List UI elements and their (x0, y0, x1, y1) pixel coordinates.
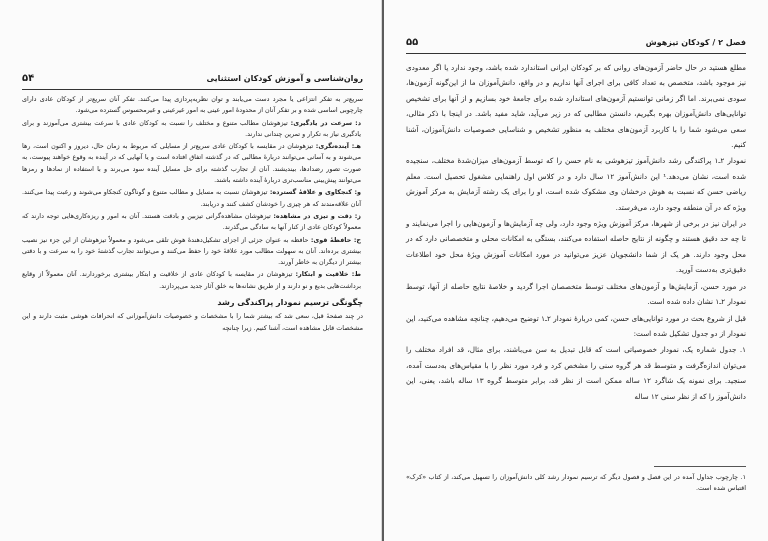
running-title: فصل ۲ / کودکان تیزهوش (645, 38, 746, 47)
body-paragraph: ۱. جدول شماره یک، نمودار خصوصیاتی است که قابل تبدیل به سن می‌باشند، برای مثال، قد افراد مختلف را می‌توان اندازه‌گرفت و متوسط قد هر گروه سنی را مشخص کرد و فرد مورد نظر را با مقیاس‌های به‌دست آمده، سنجید. برای نمونه یک شاگرد ۱۲ ساله ممکن است از نظر قد، برابر متوسط گروه ۱۳ ساله باشد، یعنی، این دانش‌آموز را که از نظر سنی ۱۲ ساله (406, 345, 746, 401)
left-page-header (22, 73, 363, 90)
trait-text: تیزهوشان مشاهده‌گرانی تیزبین و بادقت هستند. آنان به امور و ریزه‌کاری‌هایی توجه دارند که معمولاً کودکان عادی از کنار آنها به سادگی می‌گذرند. (22, 211, 361, 232)
right-page (384, 0, 768, 541)
footnote-divider (654, 466, 746, 467)
running-title: روان‌شناسی و آموزش کودکان استثنایی (206, 74, 363, 83)
trait-item (22, 187, 363, 210)
trait-text: تیزهوشان در مقایسه با کودکان عادی از خلاقیت و ابتکار بیشتری برخوردارند. آنان معمولاً از وقایع برداشت‌هایی بدیع و نو دارند و از طریق نشانه‌ها به خلق آثار جدید می‌پردازند. (22, 270, 361, 290)
page-number: ۵۴ (22, 73, 35, 84)
section-paragraph: در چند صفحهٔ قبل، سعی شد که بیشتر شما را با مشخصات و خصوصیات دانش‌آموزانی که انحرافات هوشی مثبت دارند و این مشخصات قابل مشاهده است، آشنا کنیم. زیرا چنانچه (22, 312, 363, 332)
trait-text: تیزهوشان در مقایسه با کودکان عادی سریع‌تر از مسایلی که مربوط به زمان حال، دیروز و اکنون است، رها می‌شوند و به آسانی می‌توانند دربارهٔ مطالبی که در گذشته اتفاق افتاده است و یا آنهایی که در آینده به وقوع خواهند پیوست، به صورت تصور رضدادها، بیندیشند. آنان از تجارب گذشته برای حل مسایل آینده سود می‌برند و با استفاده از نمادها و رمزها می‌توانند پیش‌بینی مناسب‌تری دربارهٔ آینده داشته باشند. (22, 142, 361, 185)
body-paragraph: مطلع هستید در حال حاضر آزمون‌های روانی که بر کودکان ایرانی استاندارد شده باشد، وجود ندارد یا اگر معدودی نیز موجود باشد، متخصص به تعداد کافی برای اجرای آنها نداریم و در واقع، دانش‌آموزان ما از این‌گونه آزمون‌ها، سودی نمی‌برند. اما اگر زمانی توانستیم آزمون‌های استاندارد شده برای جامعهٔ خود بسازیم و از آنها برای تشخیص توانایی‌های دانش‌آموزان بهره بگیریم، دانستن مطالبی که در زیر می‌آید، شاید مفید باشد. در اینجا با ذکر مثالی، سعی می‌شود شما را با کاربرد آزمون‌های مختلف به منظور تشخیص و شناسایی خصوصیات دانش‌آموزان، آشنا کنیم. (406, 63, 746, 150)
trait-item (22, 269, 363, 292)
trait-text: تیزهوشان مطالب متنوع و مختلف را نسبت به کودکان عادی با سرعت بیشتری می‌آموزند و برای یادگیری نیاز به تکرار و تمرین چندانی ندارند. (22, 118, 361, 138)
body-paragraph: در ایران نیز در برخی از شهرها، مرکز آموزش ویژه وجود دارد، ولی چه آزمایش‌ها و آزمون‌هایی را اجرا می‌نمایند و تا چه حد دقیق هستند و چگونه از نتایج حاصله استفاده می‌کنند، بستگی به امکانات محلی و متخصصانی دارد که در محل وجود دارند. هر یک از شما دانشجویان عزیز می‌توانید در مورد امکانات آموزش ویژهٔ محل خود اطلاعات دقیق‌تری به‌دست آورید. (406, 219, 746, 275)
left-page-body (22, 94, 363, 335)
left-page (0, 0, 382, 541)
body-paragraph: در مورد حسن، آزمایش‌ها و آزمون‌های مختلف توسط متخصصان اجرا گردید و خلاصهٔ نتایج حاصله از آنها، توسط نمودار ۲ـ۱ نشان داده شده است. (406, 281, 746, 307)
right-page-header (406, 37, 746, 54)
trait-label: ط: خلاقیت و ابتکار: (295, 270, 361, 279)
body-paragraph: قبل از شروع بحث در مورد توانایی‌های حسن، کمی دربارهٔ نمودار ۲ـ۱ توضیح می‌دهیم، چنانچه مشاهده می‌کنید، این نمودار از دو جدول تشکیل شده است: (406, 313, 746, 338)
trait-text: تیزهوشان نسبت به مسایل و مطالب متنوع و گوناگون کنجکاو می‌شوند و رغبت پیدا می‌کنند. آنان علاقه‌مندند که هر چیزی را خودشان کشف کنند و دریابند. (22, 188, 361, 208)
footnote: ۱. چارچوب جداول آمده در این فصل و فصول دیگر که ترسیم نمودار رشد کلی دانش‌آموزان را تسهیل می‌کند، از کتاب «کرک» اقتباس شده است. (406, 473, 746, 492)
trait-label: و: کنجکاوی و علاقهٔ گسترده: (269, 188, 361, 197)
body-paragraph: نمودار ۲ـ۱ پراکندگی رشد دانش‌آموز تیزهوشی به نام حسن را که توسط آزمون‌های میزان‌شدهٔ مختلف، سنجیده شده است، نشان می‌دهد.¹ این دانش‌آموز ۱۲ سال دارد و در کلاس اول راهنمایی مشغول تحصیل است. معلم ریاضی حسن که نسبت به هوش درخشان وی مشکوک شده است، او را برای یک رشته آزمایش به مرکز آموزش ویژه که در آن منطقه وجود دارد، می‌فرستد. (406, 156, 747, 212)
intro-paragraph: سریع‌تر به تفکر انتزاعی یا مجرد دست می‌یابند و توان نظریه‌پردازی پیدا می‌کنند. تفکر آنان سریع‌تر از کودکان عادی دارای چارچوبی اساسی شده و بر تفکر آنان از محدودهٔ امور عینی به امور غیرعینی و غیرمحسوس گسترده می‌شود. (22, 95, 363, 115)
trait-label: ح: حافظهٔ قوی: (310, 235, 361, 244)
trait-label: ز: دقت و تیزی در مشاهده: (273, 211, 361, 220)
trait-text: حافظه به عنوان جزئی از اجزای تشکیل‌دهندهٔ هوش تلقی می‌شود و معمولاً تیزهوشان از این جزء نیز نصیب بیشتری برده‌اند. آنان به سهولت مطالب مورد علاقهٔ خود را حفظ می‌کنند و می‌توانند تجارب گذشتهٔ خود را به سرعت و با دقتی بیشتر از دیگران به خاطر آورند. (22, 235, 361, 267)
trait-label: د: سرعت در یادگیری: (290, 118, 361, 127)
trait-item (22, 211, 363, 234)
right-page-body (406, 60, 746, 405)
trait-item (22, 235, 363, 269)
section-heading: چگونگی ترسیم نمودار پراکندگی رشد (217, 298, 363, 308)
trait-label: هـ: آینده‌نگری: (315, 142, 361, 151)
trait-item (22, 118, 363, 141)
page-number: ۵۵ (406, 37, 419, 48)
trait-item (22, 141, 363, 186)
